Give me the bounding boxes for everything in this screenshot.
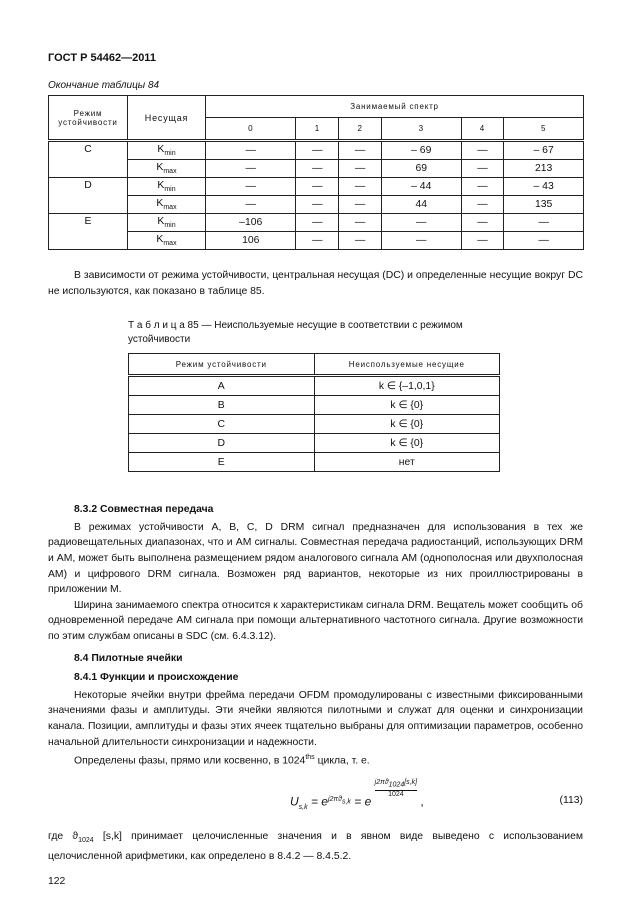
spectrum-col-header: 1 bbox=[296, 118, 339, 141]
value-cell: — bbox=[206, 160, 296, 178]
table-row bbox=[49, 196, 584, 214]
value-cell: — bbox=[296, 232, 339, 250]
text: цикла, т. е. bbox=[314, 755, 370, 767]
value-cell: – 43 bbox=[504, 178, 584, 196]
paragraph: Ширина занимаемого спектра относится к характеристикам сигнала DRM. Вещатель может сообщить об одновременной передаче АМ сигнала при помощи альтернативного частотного сигнала. Другие возможности по этим службам описаны в SDC (см. 6.4.3.12). bbox=[48, 599, 583, 642]
col-mode-header: Режим устойчивости bbox=[49, 96, 128, 141]
unused-cell: k ∈ {0} bbox=[314, 396, 500, 415]
mode-cell: A bbox=[129, 376, 315, 396]
table-row bbox=[129, 453, 500, 472]
value-cell: – 67 bbox=[504, 141, 584, 160]
spectrum-col-header: 4 bbox=[461, 118, 504, 141]
paragraph bbox=[48, 750, 583, 769]
carrier-cell bbox=[128, 178, 206, 196]
table84-caption: Окончание таблицы 84 bbox=[48, 80, 160, 91]
table-row bbox=[129, 376, 500, 396]
table-row bbox=[129, 434, 500, 453]
carrier-symbol: K bbox=[156, 197, 164, 209]
value-cell: — bbox=[461, 141, 504, 160]
unused-cell: k ∈ {–1,0,1} bbox=[314, 376, 500, 396]
spectrum-col-header: 2 bbox=[339, 118, 382, 141]
paragraph: В зависимости от режима устойчивости, центральная несущая (DC) и определенные несущие вокруг DC не используются, как показано в таблице 85. bbox=[48, 270, 583, 297]
carrier-subscript: max bbox=[163, 204, 177, 212]
paragraph: Некоторые ячейки внутри фрейма передачи OFDM промодулированы с известными фиксированными значениями фазы и амплитуды. Эти ячейки являются пилотными и служат для оценки и синхронизации канала. Позиции, амплитуды и фазы этих ячеек тщательно выбраны для оптимизации параметров, особенно начальной длительности синхронизации и надежности. bbox=[48, 689, 583, 748]
carrier-symbol: K bbox=[157, 143, 165, 155]
spectrum-col-header: 3 bbox=[381, 118, 461, 141]
value-cell: 213 bbox=[504, 160, 584, 178]
table-85 bbox=[128, 353, 500, 472]
section-heading: 8.3.2 Совместная передача bbox=[74, 504, 214, 516]
formula-text: [s,k] bbox=[404, 779, 418, 787]
col-unused-header: Неиспользуемые несущие bbox=[314, 354, 500, 376]
carrier-symbol: K bbox=[157, 179, 165, 191]
carrier-symbol: K bbox=[156, 233, 164, 245]
table-row bbox=[49, 178, 584, 196]
formula-text: U bbox=[290, 794, 299, 809]
carrier-cell bbox=[128, 196, 206, 214]
table-row bbox=[129, 415, 500, 434]
value-cell: — bbox=[296, 178, 339, 196]
text: [s,k] принимает целочисленные значения и в явном виде выведено с использованием целочисленной арифметики, как определено в 8.4.2 — 8.4.5.2. bbox=[48, 830, 583, 862]
mode-cell: E bbox=[129, 453, 315, 472]
formula-text: s,k bbox=[341, 797, 351, 805]
table85-caption: Т а б л и ц а 85 — Неиспользуемые несущие в соответствии с режимом устойчивости bbox=[128, 320, 463, 346]
carrier-symbol: K bbox=[156, 161, 164, 173]
carrier-subscript: max bbox=[163, 240, 177, 248]
carrier-symbol: K bbox=[157, 215, 165, 227]
text: где ϑ bbox=[48, 830, 79, 842]
carrier-cell bbox=[128, 141, 206, 160]
value-cell: — bbox=[339, 232, 382, 250]
value-cell: 106 bbox=[206, 232, 296, 250]
unused-cell: k ∈ {0} bbox=[314, 415, 500, 434]
formula-text: j2πϑ bbox=[327, 795, 342, 803]
carrier-subscript: min bbox=[164, 186, 176, 194]
paragraph: В режимах устойчивости A, B, C, D DRM сигнал предназначен для использования в тех же радиовещательных диапазонах, что и АМ сигналы. Совместная передача радиостанций, использующих DRM и АМ, может быть выполнена размещением рядом аналогового сигнала АМ (однополосная или двухполосная АМ) и цифрового DRM сигнала. Возможен ряд вариантов, некоторые из них проиллюстрированы в приложении М. bbox=[48, 521, 583, 596]
formula-text: j2πϑ bbox=[374, 779, 389, 787]
value-cell: — bbox=[206, 196, 296, 214]
formula-text: 1024 bbox=[388, 781, 405, 789]
table-row bbox=[49, 141, 584, 160]
value-cell: — bbox=[339, 196, 382, 214]
paragraph bbox=[48, 829, 583, 864]
formula-row bbox=[48, 779, 583, 821]
table-row bbox=[49, 232, 584, 250]
mode-cell: C bbox=[49, 141, 128, 178]
value-cell: – 44 bbox=[381, 178, 461, 196]
table-row bbox=[129, 396, 500, 415]
carrier-cell bbox=[128, 232, 206, 250]
spectrum-col-header: 5 bbox=[504, 118, 584, 141]
section-heading: 8.4 Пилотные ячейки bbox=[74, 652, 183, 664]
value-cell: 44 bbox=[381, 196, 461, 214]
table-84 bbox=[48, 95, 584, 250]
value-cell: — bbox=[339, 160, 382, 178]
unused-cell: нет bbox=[314, 453, 500, 472]
value-cell: — bbox=[206, 141, 296, 160]
value-cell: — bbox=[461, 214, 504, 232]
carrier-subscript: min bbox=[164, 150, 176, 158]
value-cell: –106 bbox=[206, 214, 296, 232]
value-cell: — bbox=[296, 196, 339, 214]
value-cell: – 69 bbox=[381, 141, 461, 160]
subscript: 1024 bbox=[78, 837, 94, 845]
formula-text: 1024 bbox=[388, 790, 404, 798]
value-cell: — bbox=[206, 178, 296, 196]
col-mode-header: Режим устойчивости bbox=[129, 354, 315, 376]
text: Определены фазы, прямо или косвенно, в 1024 bbox=[74, 755, 306, 767]
unused-cell: k ∈ {0} bbox=[314, 434, 500, 453]
value-cell: — bbox=[461, 160, 504, 178]
value-cell: — bbox=[296, 214, 339, 232]
carrier-cell bbox=[128, 214, 206, 232]
col-carrier-header: Несущая bbox=[128, 96, 206, 141]
mode-cell: C bbox=[129, 415, 315, 434]
superscript: ths bbox=[305, 754, 315, 762]
mode-cell: D bbox=[49, 178, 128, 214]
formula-text: , bbox=[420, 794, 424, 809]
value-cell: — bbox=[504, 214, 584, 232]
formula-text: = e bbox=[310, 794, 328, 809]
value-cell: — bbox=[296, 160, 339, 178]
formula-text: s,k bbox=[298, 803, 308, 811]
carrier-cell bbox=[128, 160, 206, 178]
value-cell: — bbox=[461, 196, 504, 214]
value-cell: 135 bbox=[504, 196, 584, 214]
spectrum-col-header: 0 bbox=[206, 118, 296, 141]
value-cell: — bbox=[461, 232, 504, 250]
value-cell: — bbox=[461, 178, 504, 196]
formula-text: = e bbox=[354, 794, 372, 809]
carrier-subscript: max bbox=[163, 168, 177, 176]
mode-cell: D bbox=[129, 434, 315, 453]
table-row bbox=[49, 214, 584, 232]
carrier-subscript: min bbox=[164, 222, 176, 230]
value-cell: — bbox=[339, 178, 382, 196]
table-row bbox=[49, 160, 584, 178]
value-cell: 69 bbox=[381, 160, 461, 178]
value-cell: — bbox=[339, 141, 382, 160]
col-spectrum-header: Занимаемый спектр bbox=[206, 96, 584, 118]
equation-number: (113) bbox=[559, 794, 583, 806]
value-cell: — bbox=[339, 214, 382, 232]
page-number: 122 bbox=[48, 876, 66, 888]
value-cell: — bbox=[296, 141, 339, 160]
mode-cell: E bbox=[49, 214, 128, 250]
formula-113 bbox=[290, 779, 424, 821]
document-header: ГОСТ Р 54462—2011 bbox=[48, 52, 156, 64]
value-cell: — bbox=[381, 232, 461, 250]
value-cell: — bbox=[381, 214, 461, 232]
value-cell: — bbox=[504, 232, 584, 250]
mode-cell: B bbox=[129, 396, 315, 415]
section-heading: 8.4.1 Функции и происхождение bbox=[74, 672, 239, 684]
body-text bbox=[48, 268, 583, 887]
